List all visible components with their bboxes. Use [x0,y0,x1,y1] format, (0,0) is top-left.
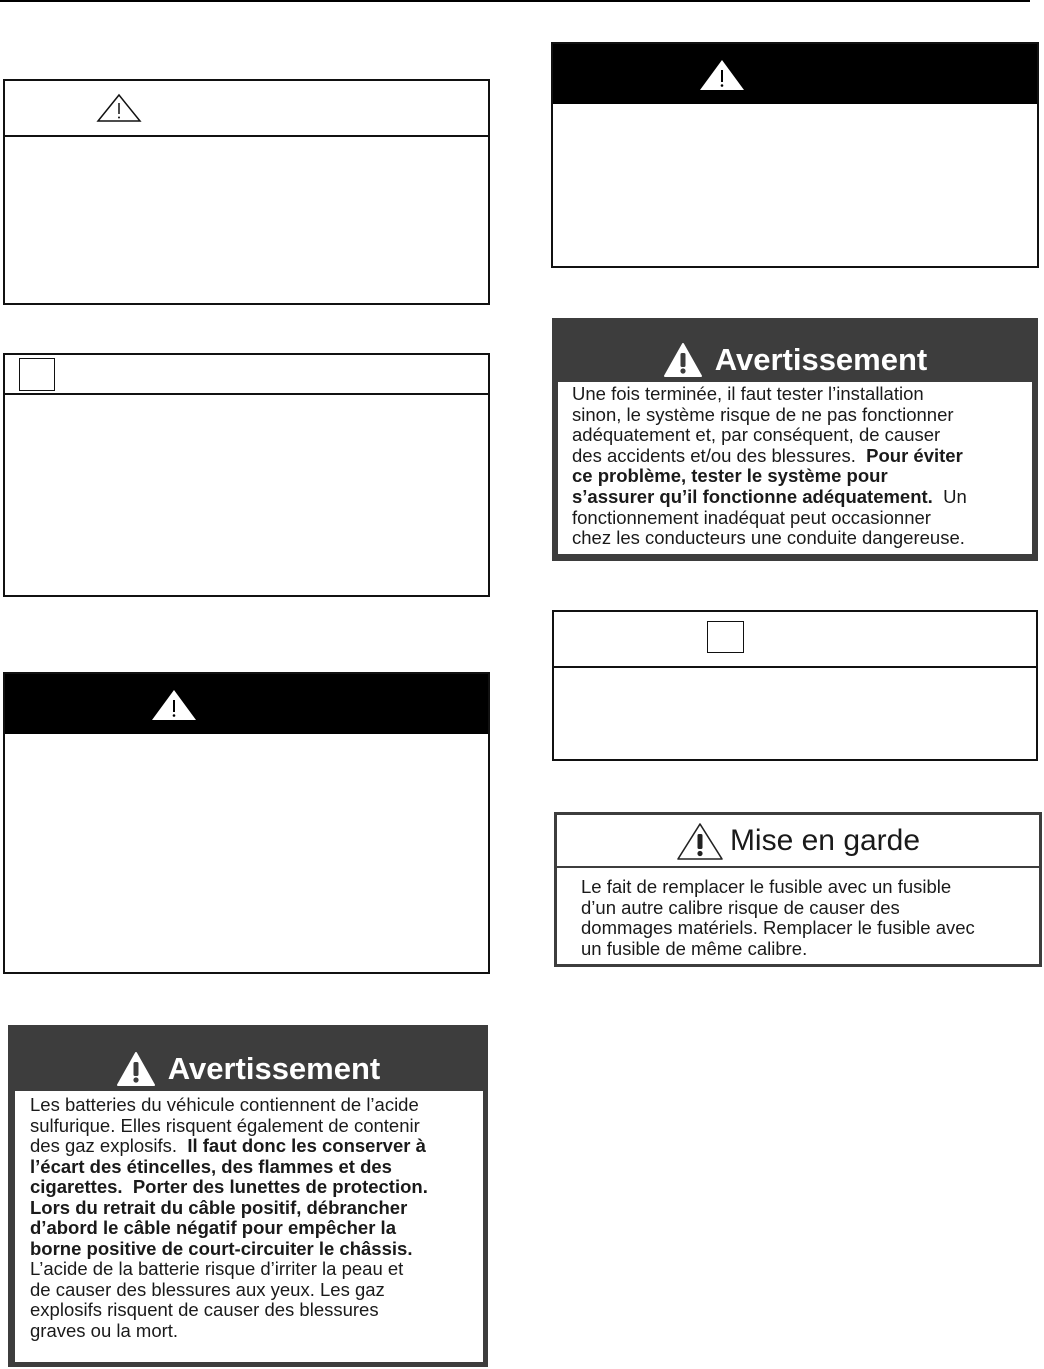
text-run-bold: cigarettes. [30,1176,123,1197]
warning-triangle-outline-icon [676,821,724,861]
empty-notice-box-left [3,353,490,597]
warning-triangle-icon [663,342,703,378]
warning-triangle-icon [150,688,198,722]
text-run-bold: Il faut donc les conserver à [187,1135,426,1156]
panel-title-text: Avertissement [714,342,928,377]
page-top-rule [0,0,1030,2]
empty-caution-box-left [3,79,490,305]
body-line [30,1157,475,1178]
blank-square-icon [707,621,744,653]
body-line: Une fois terminée, il faut tester l’installation [572,383,924,404]
text-run-bold: borne positive de court-circuiter le châssis. [30,1237,413,1259]
body-line: sinon, le système risque de ne pas fonctionner [572,403,954,425]
panel-title [557,815,1039,868]
text-run-bold: s’assurer qu’il fonctionne adéquatement. [572,485,933,507]
text-run: Un [932,485,967,507]
body-line [30,1136,475,1157]
box-header-black [553,44,1037,104]
body-line [572,446,1026,467]
body-line: graves ou la mort. [30,1319,179,1341]
box-header [5,355,488,395]
body-line: adéquatement et, par conséquent, de causer [572,424,941,446]
body-line: sulfurique. Elles risquent également de contenir [30,1114,420,1136]
panel-title-text: Avertissement [167,1051,381,1086]
text-run-bold: Porter des lunettes de protection. [122,1176,428,1197]
fuse-caution-panel [554,812,1042,967]
text-run: des gaz explosifs. [30,1135,188,1156]
warning-triangle-icon [116,1051,156,1087]
text-run-bold: ce problème, tester le système pour [572,465,888,487]
body-line: Les batteries du véhicule contiennent de l’acide [30,1094,419,1115]
warning-triangle-outline-icon [96,93,142,123]
panel-body [558,382,1032,554]
body-line: Le fait de remplacer le fusible avec un fusible [581,876,952,897]
body-line: de causer des blessures aux yeux. Les gaz [30,1278,385,1300]
empty-warning-box-right [551,42,1039,268]
body-line: d’un autre calibre risque de causer des [581,896,900,918]
empty-notice-box-right [552,610,1038,761]
body-line [30,1177,475,1198]
body-line [30,1218,475,1239]
box-header [5,81,488,137]
text-run-bold: l’écart des étincelles, des flammes et des [30,1155,392,1177]
body-line: chez les conducteurs une conduite dangereuse. [572,527,965,549]
body-line: fonctionnement inadéquat peut occasionner [572,506,931,528]
body-line [30,1198,475,1219]
battery-warning-panel [8,1025,488,1367]
body-line: un fusible de même calibre. [581,937,808,959]
box-header-black [5,674,488,734]
blank-square-icon [19,358,55,391]
text-run: des accidents et/ou des blessures. [572,444,867,466]
text-run-bold: d’abord le câble négatif pour empêcher la [30,1217,396,1238]
panel-body [15,1091,483,1362]
panel-title-text: Mise en garde [729,823,921,857]
empty-warning-box-left [3,672,490,974]
installation-test-warning-panel [552,318,1038,561]
text-run-bold: Pour éviter [866,444,963,466]
body-line: L’acide de la batterie risque d’irriter la peau et [30,1258,404,1279]
body-line [30,1239,475,1260]
body-line: dommages matériels. Remplacer le fusible avec [581,917,975,939]
body-line [572,487,1026,508]
text-run-bold: Lors du retrait du câble positif, débrancher [30,1196,408,1218]
box-header [554,612,1036,668]
panel-body [581,877,975,959]
warning-triangle-icon [698,58,746,92]
body-line: explosifs risquent de causer des blessures [30,1299,379,1320]
body-line [572,466,1026,487]
